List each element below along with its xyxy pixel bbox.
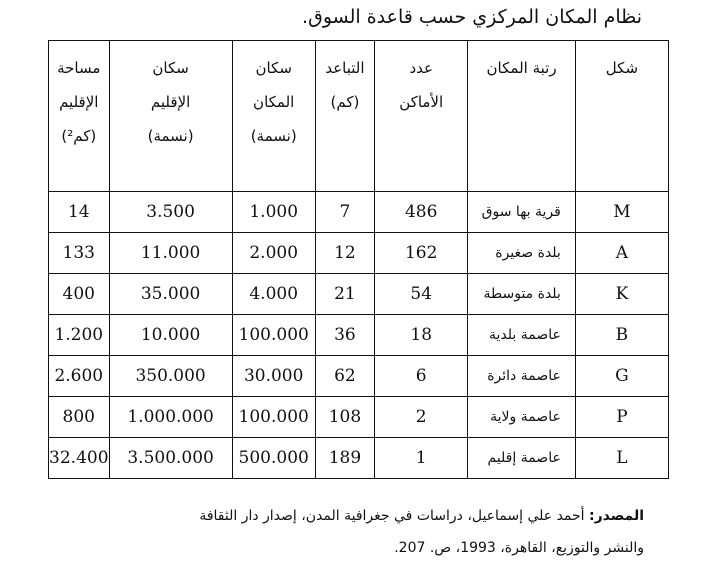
cell-shape: G	[575, 356, 668, 397]
cell-region-pop: 3.500	[109, 192, 232, 233]
cell-region-pop: 1.000.000	[109, 397, 232, 438]
cell-spacing: 108	[315, 397, 374, 438]
cell-place-pop: 100.000	[232, 315, 315, 356]
table-row	[49, 315, 669, 356]
table-row	[49, 192, 669, 233]
header-spacing: التباعد (كم)	[315, 41, 374, 192]
cell-area: 14	[49, 192, 110, 233]
table-row	[49, 356, 669, 397]
cell-shape: B	[575, 315, 668, 356]
cell-region-pop: 11.000	[109, 233, 232, 274]
cell-count: 2	[375, 397, 468, 438]
cell-count: 162	[375, 233, 468, 274]
table-row	[49, 397, 669, 438]
cell-count: 54	[375, 274, 468, 315]
cell-region-pop: 10.000	[109, 315, 232, 356]
cell-place-pop: 1.000	[232, 192, 315, 233]
cell-spacing: 189	[315, 438, 374, 479]
cell-shape: K	[575, 274, 668, 315]
cell-place-pop: 4.000	[232, 274, 315, 315]
header-area: مساحة الإقليم (كم²)	[49, 41, 110, 192]
cell-place-pop: 100.000	[232, 397, 315, 438]
cell-rank: بلدة صغيرة	[468, 233, 576, 274]
header-row	[49, 41, 669, 192]
cell-shape: P	[575, 397, 668, 438]
source-line-2: والنشر والتوزيع، القاهرة، 1993، ص. 207.	[394, 540, 644, 556]
table-title: نظام المكان المركزي حسب قاعدة السوق.	[302, 6, 642, 28]
cell-area: 2.600	[49, 356, 110, 397]
cell-rank: عاصمة بلدية	[468, 315, 576, 356]
cell-count: 486	[375, 192, 468, 233]
source-line-1	[199, 508, 644, 524]
header-shape: شكل	[575, 41, 668, 192]
cell-shape: M	[575, 192, 668, 233]
cell-place-pop: 30.000	[232, 356, 315, 397]
cell-region-pop: 350.000	[109, 356, 232, 397]
table-row	[49, 233, 669, 274]
cell-spacing: 21	[315, 274, 374, 315]
table-row	[49, 274, 669, 315]
cell-spacing: 7	[315, 192, 374, 233]
cell-place-pop: 500.000	[232, 438, 315, 479]
cell-count: 6	[375, 356, 468, 397]
cell-area: 800	[49, 397, 110, 438]
cell-spacing: 12	[315, 233, 374, 274]
cell-shape: A	[575, 233, 668, 274]
cell-rank: عاصمة ولاية	[468, 397, 576, 438]
cell-area: 400	[49, 274, 110, 315]
cell-rank: عاصمة دائرة	[468, 356, 576, 397]
cell-place-pop: 2.000	[232, 233, 315, 274]
cell-shape: L	[575, 438, 668, 479]
cell-rank: بلدة متوسطة	[468, 274, 576, 315]
header-place-pop: سكان المكان (نسمة)	[232, 41, 315, 192]
header-region-pop: سكان الإقليم (نسمة)	[109, 41, 232, 192]
central-place-table	[48, 40, 669, 479]
cell-count: 18	[375, 315, 468, 356]
header-rank: رتبة المكان	[468, 41, 576, 192]
cell-spacing: 62	[315, 356, 374, 397]
cell-spacing: 36	[315, 315, 374, 356]
cell-area: 133	[49, 233, 110, 274]
cell-rank: عاصمة إقليم	[468, 438, 576, 479]
source-text-1: أحمد علي إسماعيل، دراسات في جغرافية المدن، إصدار دار الثقافة	[199, 508, 585, 524]
header-count: عدد الأماكن	[375, 41, 468, 192]
source-label: المصدر:	[589, 508, 644, 524]
cell-area: 1.200	[49, 315, 110, 356]
cell-count: 1	[375, 438, 468, 479]
cell-region-pop: 3.500.000	[109, 438, 232, 479]
cell-rank: قرية بها سوق	[468, 192, 576, 233]
cell-area: 32.400	[49, 438, 110, 479]
table-row	[49, 438, 669, 479]
cell-region-pop: 35.000	[109, 274, 232, 315]
